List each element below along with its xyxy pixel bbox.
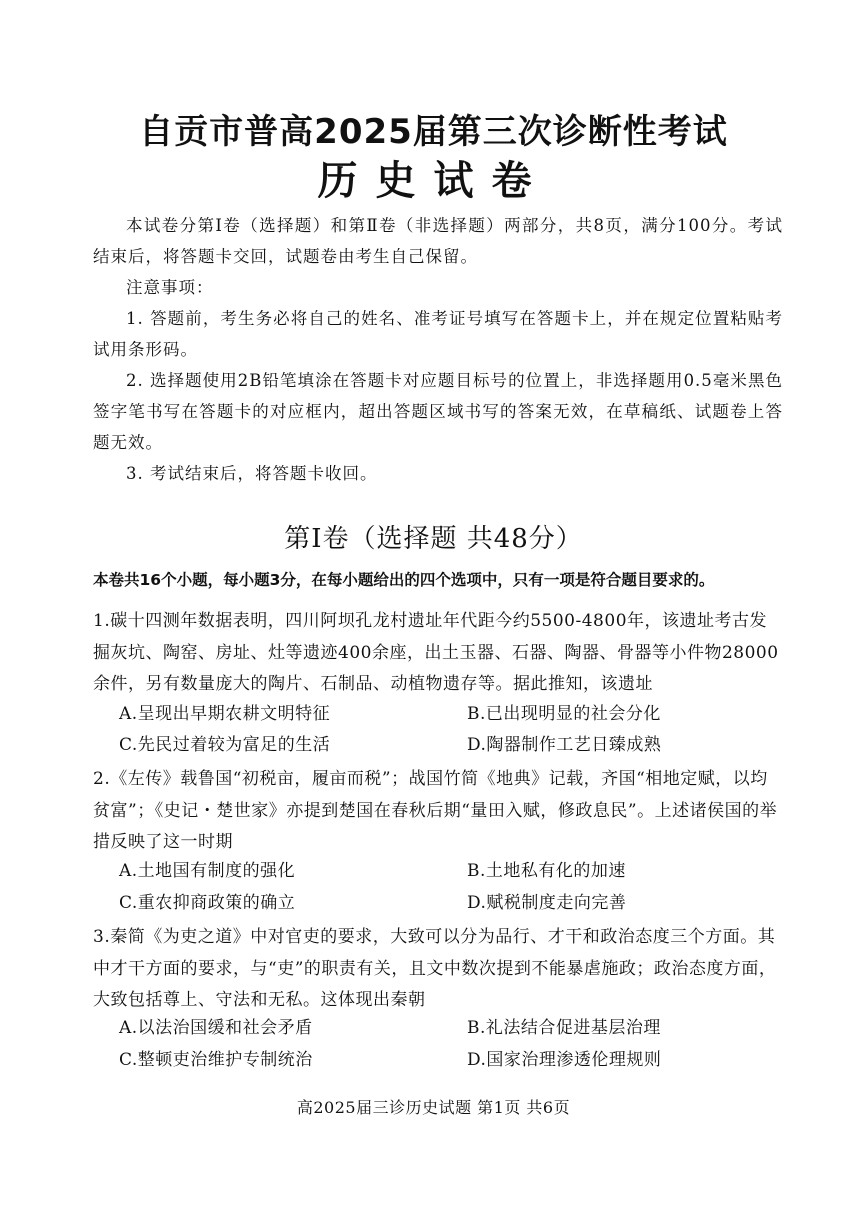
question-text: 秦简《为吏之道》中对官吏的要求，大致可以分为品行、才干和政治态度三个方面。其中才干方面的要求，与“吏”的职责有关，且文中数次提到不能暴虐施政；政治态度方面，大致包括尊上、守法和无私。这体现出秦朝: [93, 927, 777, 1010]
question-number: 2.: [93, 769, 111, 789]
question-2-option-b: B.土地私有化的加速: [467, 861, 626, 881]
question-2-stem: [93, 764, 783, 859]
question-1-stem: [93, 606, 783, 701]
instructions-intro: 本试卷分第Ⅰ卷（选择题）和第Ⅱ卷（非选择题）两部分，共8页，满分100分。考试结束后，将答题卡交回，试题卷由考生自己保留。: [93, 216, 783, 266]
question-1-option-a: A.呈现出早期农耕文明特征: [119, 704, 331, 724]
notice-label: 注意事项：: [126, 278, 214, 297]
question-3-option-a: A.以法治国缓和社会矛盾: [119, 1018, 313, 1038]
notice-item-3: 3. 考试结束后，将答题卡收回。: [126, 464, 378, 483]
notice-item-2: 2. 选择题使用2B铅笔填涂在答题卡对应题目标号的位置上，非选择题用0.5毫米黑色签字笔书写在答题卡的对应框内，超出答题区域书写的答案无效，在草稿纸、试题卷上答题无效。: [93, 371, 783, 452]
paper-subtitle: 历史试卷: [317, 158, 550, 204]
question-3-stem: [93, 922, 783, 1017]
exam-title: 自贡市普高2025届第三次诊断性考试: [139, 112, 728, 152]
question-3-option-c: C.整顿吏治维护专制统治: [119, 1050, 313, 1070]
section-title: 第Ⅰ卷（选择题 共48分）: [284, 524, 583, 554]
question-number: 3.: [93, 927, 111, 947]
question-2-option-a: A.土地国有制度的强化: [119, 861, 296, 881]
page-footer: 高2025届三诊历史试题 第1页 共6页: [296, 1098, 571, 1117]
question-1-option-d: D.陶器制作工艺日臻成熟: [467, 735, 662, 755]
question-2-option-d: D.赋税制度走向完善: [467, 893, 627, 913]
question-1-option-c: C.先民过着较为富足的生活: [119, 735, 331, 755]
question-text: 《左传》载鲁国“初税亩，履亩而税”；战国竹简《地典》记载，齐国“相地定赋，以均贫富”；《史记・楚世家》亦提到楚国在春秋后期“量田入赋，修政息民”。上述诸侯国的举措反映了这一时期: [93, 769, 778, 852]
notice-item-1: 1. 答题前，考生务必将自己的姓名、准考证号填写在答题卡上，并在规定位置粘贴考试用条形码。: [93, 309, 783, 359]
question-1-option-b: B.已出现明显的社会分化: [467, 704, 661, 724]
question-number: 1.: [93, 611, 111, 631]
section-intro: 本卷共16个小题，每小题3分，在每小题给出的四个选项中，只有一项是符合题目要求的。: [93, 571, 715, 589]
question-text: 碳十四测年数据表明，四川阿坝孔龙村遗址年代距今约5500-4800年，该遗址考古发掘灰坑、陶窑、房址、灶等遗迹400余座，出土玉器、石器、陶器、骨器等小件物28000余件，另有数量庞大的陶片、石制品、动植物遗存等。据此推知，该遗址: [93, 611, 779, 694]
question-2-option-c: C.重农抑商政策的确立: [119, 893, 296, 913]
question-3-option-d: D.国家治理渗透伦理规则: [467, 1050, 662, 1070]
question-3-option-b: B.礼法结合促进基层治理: [467, 1018, 661, 1038]
